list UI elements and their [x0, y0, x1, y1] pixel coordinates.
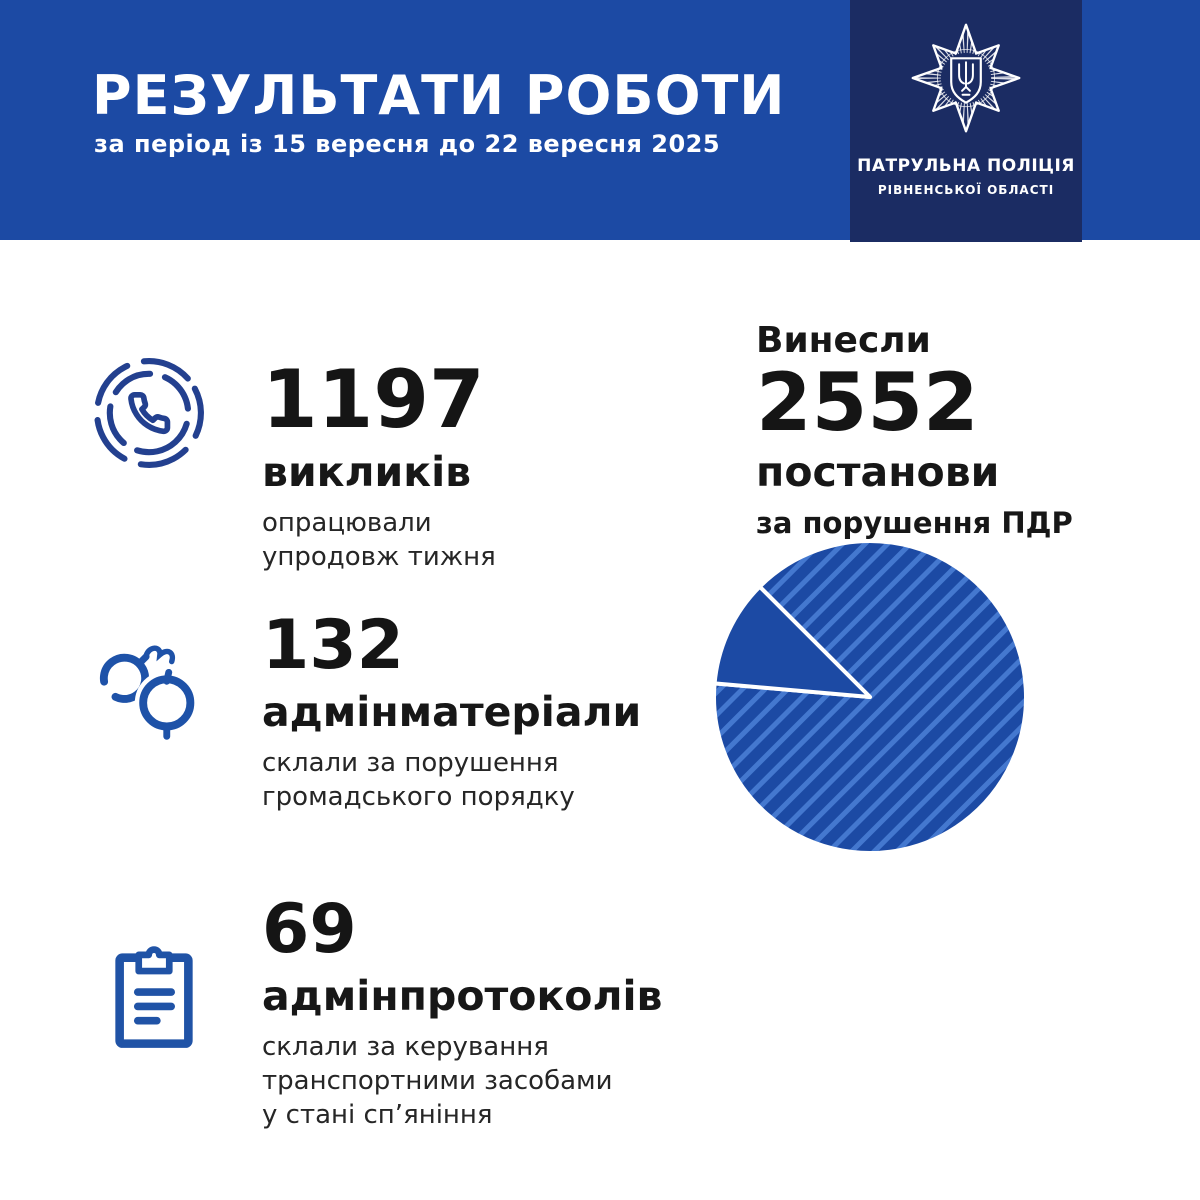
resolutions-intro: Винесли — [756, 320, 931, 361]
admin-protocols-label: адмінпротоколів — [262, 972, 663, 1020]
stat-calls — [262, 353, 496, 575]
admin-materials-label: адмінматеріали — [262, 688, 642, 736]
admin-materials-description: склали за порушення громадського порядку — [262, 748, 575, 812]
calls-count: 1197 — [262, 353, 485, 446]
pie-chart — [710, 537, 1030, 857]
admin-protocols-count: 69 — [262, 890, 357, 969]
police-region-name: РІВНЕНСЬКОЇ ОБЛАСТІ — [877, 183, 1055, 197]
resolutions-description: за порушення ПДР — [756, 506, 1073, 540]
stat-resolutions — [756, 320, 1073, 540]
stat-admin-materials — [262, 606, 642, 815]
report-period: за період із 15 вересня до 22 вересня 2025 — [94, 130, 721, 158]
calls-description: опрацювали упродовж тижня — [262, 508, 496, 572]
handcuffs-icon — [94, 640, 212, 752]
pie-chart-svg — [710, 537, 1030, 857]
phone-icon — [92, 356, 206, 470]
resolutions-count: 2552 — [756, 356, 979, 449]
header-banner — [0, 0, 1200, 240]
admin-protocols-description: склали за керування транспортними засобами у стані сп’яніння — [262, 1032, 613, 1130]
clipboard-icon — [112, 938, 196, 1050]
police-star-badge-icon — [897, 12, 1035, 148]
police-org-name: ПАТРУЛЬНА ПОЛІЦІЯ — [857, 156, 1075, 176]
page-title: РЕЗУЛЬТАТИ РОБОТИ — [92, 64, 786, 127]
stat-admin-protocols — [262, 890, 663, 1132]
police-logo-box — [850, 0, 1082, 242]
calls-label: викликів — [262, 448, 472, 496]
resolutions-label: постанови — [756, 448, 1000, 496]
admin-materials-count: 132 — [262, 606, 404, 685]
